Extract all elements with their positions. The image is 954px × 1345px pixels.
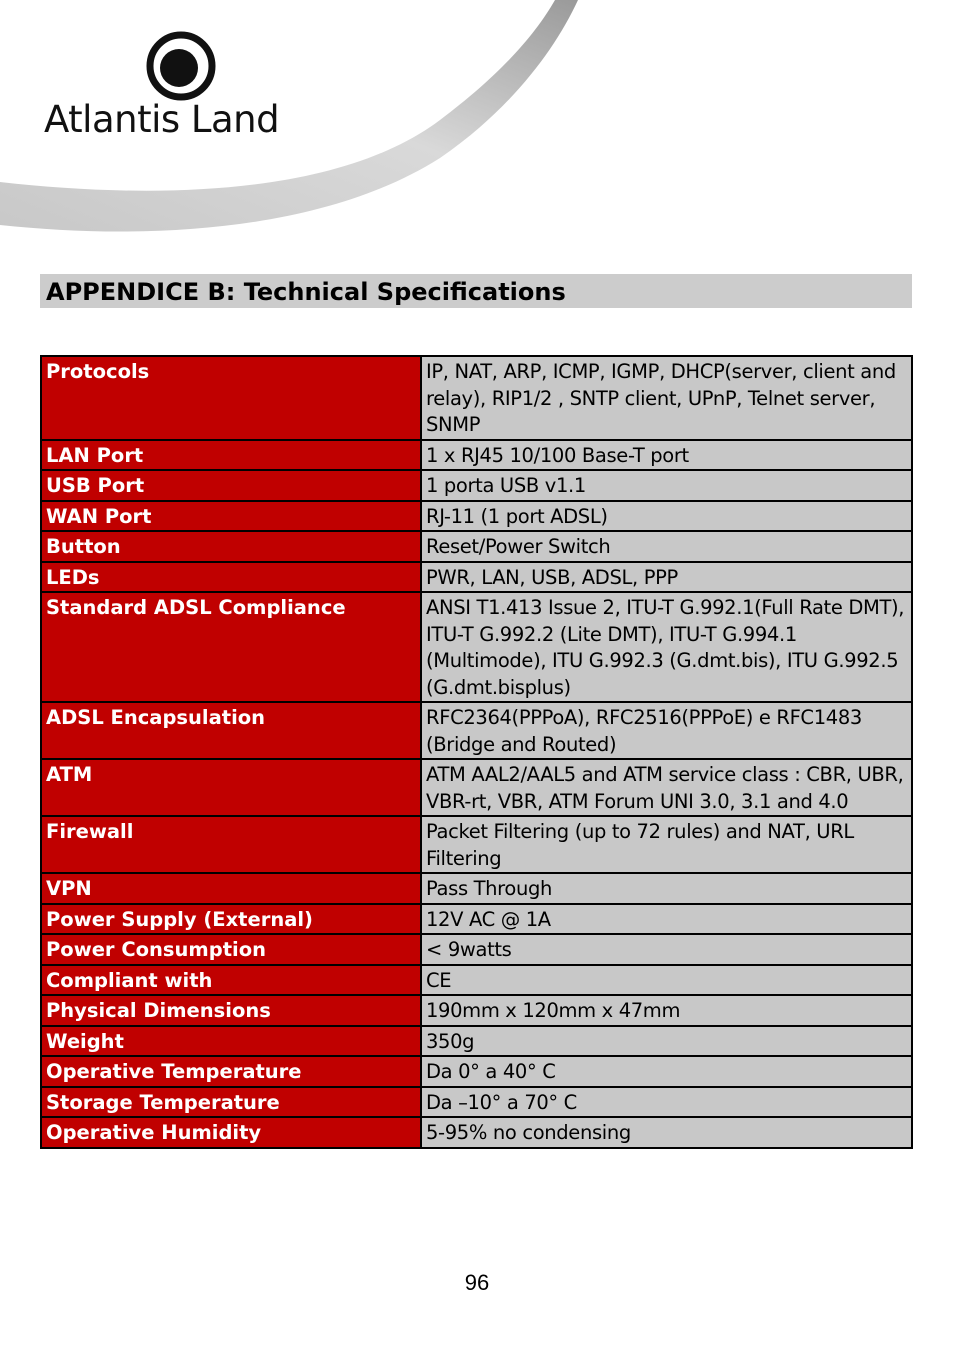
spec-label: Protocols (41, 356, 421, 440)
spec-label: Compliant with (41, 965, 421, 996)
spec-label: Weight (41, 1026, 421, 1057)
table-row (41, 1026, 912, 1057)
table-row (41, 702, 912, 759)
table-row (41, 816, 912, 873)
spec-value: IP, NAT, ARP, ICMP, IGMP, DHCP(server, client and relay), RIP1/2 , SNTP client, UPnP, Telnet server, SNMP (421, 356, 912, 440)
spec-label: Physical Dimensions (41, 995, 421, 1026)
table-row (41, 934, 912, 965)
table-row (41, 531, 912, 562)
spec-label: Operative Humidity (41, 1117, 421, 1148)
spec-value: Da 0° a 40° C (421, 1056, 912, 1087)
spec-value: ANSI T1.413 Issue 2, ITU-T G.992.1(Full Rate DMT), ITU-T G.992.2 (Lite DMT), ITU-T G.994.1 (Multimode), ITU G.992.3 (G.dmt.bis), ITU G.992.5 (G.dmt.bisplus) (421, 592, 912, 702)
spec-label: Button (41, 531, 421, 562)
spec-value: 1 porta USB v1.1 (421, 470, 912, 501)
spec-label: LAN Port (41, 440, 421, 471)
spec-label: Power Consumption (41, 934, 421, 965)
spec-label: Power Supply (External) (41, 904, 421, 935)
spec-label: VPN (41, 873, 421, 904)
spec-value: Packet Filtering (up to 72 rules) and NAT, URL Filtering (421, 816, 912, 873)
table-row (41, 759, 912, 816)
spec-value: RFC2364(PPPoA), RFC2516(PPPoE) e RFC1483 (Bridge and Routed) (421, 702, 912, 759)
page-number: 96 (464, 1270, 490, 1295)
table-row (41, 1117, 912, 1148)
table-row (41, 995, 912, 1026)
table-row (41, 904, 912, 935)
table-row (41, 1056, 912, 1087)
table-row (41, 965, 912, 996)
table-row (41, 501, 912, 532)
brand-logo-text: Atlantis Land (44, 98, 280, 141)
spec-value: Reset/Power Switch (421, 531, 912, 562)
spec-label: ADSL Encapsulation (41, 702, 421, 759)
spec-label: ATM (41, 759, 421, 816)
spec-value: 12V AC @ 1A (421, 904, 912, 935)
technical-specifications-table (40, 355, 913, 1149)
spec-value: Da –10° a 70° C (421, 1087, 912, 1118)
spec-label: WAN Port (41, 501, 421, 532)
table-row (41, 592, 912, 702)
spec-value: RJ-11 (1 port ADSL) (421, 501, 912, 532)
table-row (41, 873, 912, 904)
spec-value: 5-95% no condensing (421, 1117, 912, 1148)
spec-label: Operative Temperature (41, 1056, 421, 1087)
spec-value: 350g (421, 1026, 912, 1057)
spec-label: LEDs (41, 562, 421, 593)
spec-value: 1 x RJ45 10/100 Base-T port (421, 440, 912, 471)
specs-body (41, 356, 912, 1148)
logo-dot-icon (160, 49, 198, 87)
table-row (41, 1087, 912, 1118)
table-row (41, 470, 912, 501)
spec-value: CE (421, 965, 912, 996)
spec-label: USB Port (41, 470, 421, 501)
spec-value: PWR, LAN, USB, ADSL, PPP (421, 562, 912, 593)
spec-label: Firewall (41, 816, 421, 873)
spec-value: ATM AAL2/AAL5 and ATM service class : CBR, UBR, VBR-rt, VBR, ATM Forum UNI 3.0, 3.1 and 4.0 (421, 759, 912, 816)
spec-label: Standard ADSL Compliance (41, 592, 421, 702)
table-row (41, 356, 912, 440)
section-title: APPENDICE B: Technical Specifications (40, 274, 912, 308)
spec-value: Pass Through (421, 873, 912, 904)
spec-label: Storage Temperature (41, 1087, 421, 1118)
table-row (41, 440, 912, 471)
table-row (41, 562, 912, 593)
spec-value: 190mm x 120mm x 47mm (421, 995, 912, 1026)
spec-value: < 9watts (421, 934, 912, 965)
